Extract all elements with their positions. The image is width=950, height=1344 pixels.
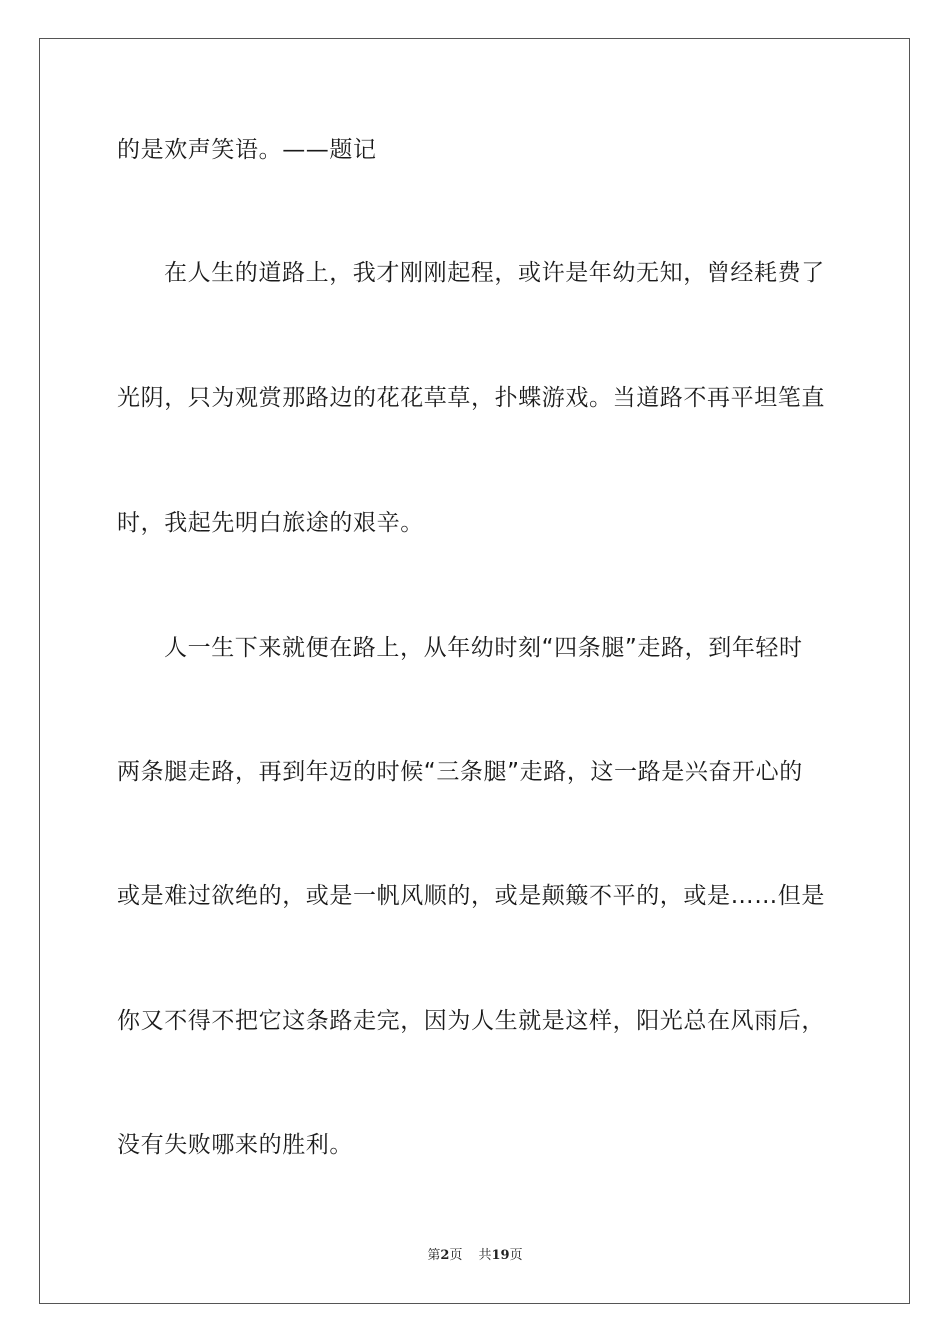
text-line-1: 的是欢声笑语。——题记 bbox=[117, 137, 377, 163]
page-prefix: 第 bbox=[427, 1248, 441, 1263]
total-pages: 19 bbox=[491, 1248, 510, 1263]
total-suffix: 页 bbox=[509, 1248, 523, 1263]
page-number: 2 bbox=[440, 1248, 450, 1263]
page-suffix: 页 bbox=[449, 1248, 463, 1263]
text-line-2: 在人生的道路上，我才刚刚起程，或许是年幼无知，曾经耗费了 bbox=[164, 260, 825, 286]
page-border bbox=[39, 38, 910, 1304]
text-line-6: 两条腿走路，再到年迈的时候“三条腿”走路，这一路是兴奋开心的 bbox=[117, 759, 803, 785]
text-line-3: 光阴，只为观赏那路边的花花草草，扑蝶游戏。当道路不再平坦笔直 bbox=[117, 385, 825, 411]
text-line-4: 时，我起先明白旅途的艰辛。 bbox=[117, 510, 424, 536]
text-line-9: 没有失败哪来的胜利。 bbox=[117, 1132, 353, 1158]
page-footer bbox=[0, 1247, 950, 1265]
text-line-7: 或是难过欲绝的，或是一帆风顺的，或是颠簸不平的，或是……但是 bbox=[117, 883, 825, 909]
total-prefix: 共 bbox=[478, 1248, 492, 1263]
text-line-8: 你又不得不把它这条路走完，因为人生就是这样，阳光总在风雨后， bbox=[117, 1008, 825, 1034]
text-line-5: 人一生下来就便在路上，从年幼时刻“四条腿”走路，到年轻时 bbox=[164, 635, 803, 661]
